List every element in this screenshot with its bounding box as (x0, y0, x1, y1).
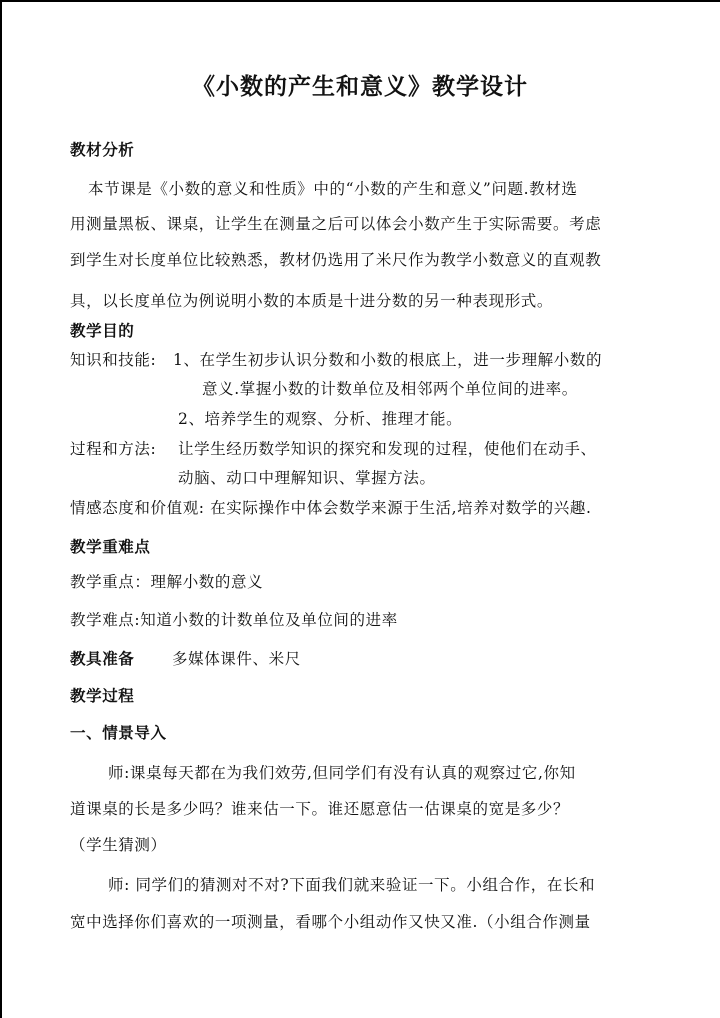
tools-value: 多媒体课件、米尺 (172, 650, 301, 668)
heading-key-points: 教学重难点 (70, 537, 151, 556)
process-line-b: 动脑、动口中理解知识、掌握方法。 (178, 469, 436, 487)
page-top-border (0, 0, 720, 2)
heading-tools: 教具准备 (70, 649, 135, 668)
page-left-border (0, 0, 2, 1018)
process-line-1: 师:课桌每天都在为我们效劳,但同学们有没有认真的观察过它,你知 (108, 764, 576, 782)
heading-process: 教学过程 (70, 686, 135, 705)
process-label: 过程和方法: (70, 440, 157, 458)
process-step-1: 一、情景导入 (70, 723, 167, 742)
material-line-2: 用测量黑板、课桌，让学生在测量之后可以体会小数产生于实际需要。考虑 (70, 215, 602, 233)
key-focus: 教学重点：理解小数的意义 (70, 573, 264, 591)
knowledge-item-1b: 意义.掌握小数的计数单位及相邻两个单位间的进率。 (202, 380, 578, 398)
key-difficulty: 教学难点:知道小数的计数单位及单位间的进率 (70, 611, 398, 629)
heading-material-analysis: 教材分析 (70, 140, 135, 159)
material-line-3: 到学生对长度单位比较熟悉，教材仍选用了米尺作为教学小数意义的直观教 (70, 251, 602, 269)
process-line-4: 师: 同学们的猜测对不对?下面我们就来验证一下。小组合作，在长和 (108, 876, 596, 894)
process-line-a: 让学生经历数学知识的探究和发现的过程，使他们在动手、 (178, 440, 597, 458)
knowledge-item-2: 2、培养学生的观察、分析、推理才能。 (178, 410, 463, 428)
process-line-3: （学生猜测） (70, 836, 167, 854)
process-line-5: 宽中选择你们喜欢的一项测量，看哪个小组动作又快又准.（小组合作测量 (70, 913, 591, 931)
knowledge-label: 知识和技能: (70, 351, 157, 369)
emotion-line: 情感态度和价值观: 在实际操作中体会数学来源于生活,培养对数学的兴趣. (70, 499, 592, 517)
knowledge-item-1a: 1、在学生初步认识分数和小数的根底上，进一步理解小数的 (173, 351, 603, 369)
material-line-1: 本节课是《小数的意义和性质》中的“小数的产生和意义”问题.教材选 (88, 180, 578, 198)
process-line-2: 道课桌的长是多少吗？谁来估一下。谁还愿意估一估课桌的宽是多少？ (70, 800, 570, 818)
document-title: 《小数的产生和意义》教学设计 (192, 73, 528, 100)
heading-goals: 教学目的 (70, 321, 135, 340)
material-line-4: 具，以长度单位为例说明小数的本质是十进分数的另一种表现形式。 (70, 292, 554, 310)
